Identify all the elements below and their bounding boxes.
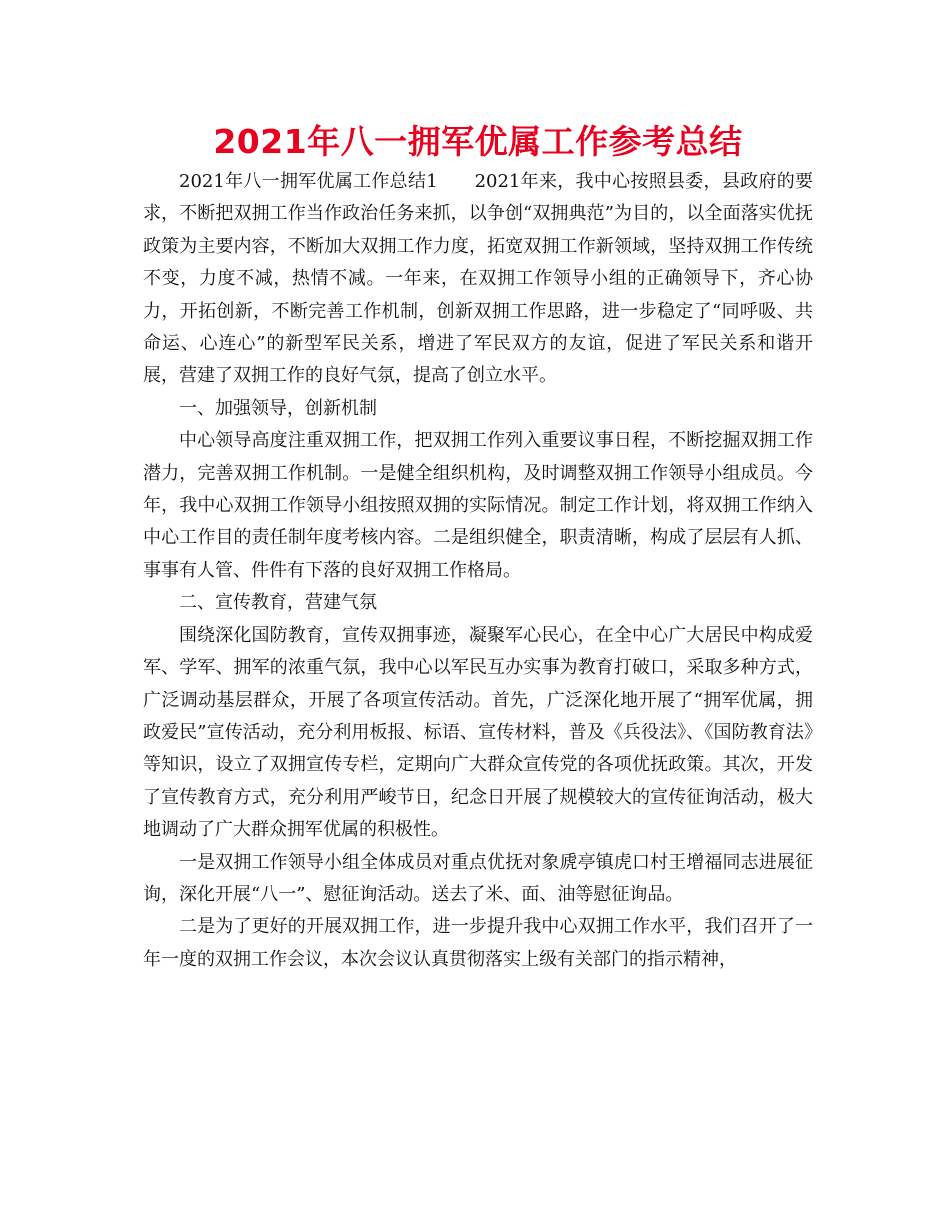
section-heading-2: 二、宣传教育，营建气氛 (179, 592, 377, 614)
section-1-paragraph: 中心领导高度注重双拥工作，把双拥工作列入重要议事日程，不断挖掘双拥工作潜力，完善双拥工作机制。一是健全组织机构，及时调整双拥工作领导小组成员。今年，我中心双拥工作领导小组按照双拥的实际情况。制定工作计划，将双拥工作纳入中心工作目的责任制年度考核内容。二是组织健全，职责清晰，构成了层层有人抓、事事有人管、件件有下落的良好双拥工作格局。 (143, 430, 813, 581)
section-2-item-1: 一是双拥工作领导小组全体成员对重点优抚对象虒亭镇虎口村王增福同志进展征询，深化开展“八一”、慰征询活动。送去了米、面、油等慰征询品。 (143, 851, 813, 905)
intro-paragraph: 2021年八一拥军优属工作总结1 2021年来，我中心按照县委，县政府的要求，不断把双拥工作当作政治任务来抓，以争创“双拥典范”为目的，以全面落实优抚政策为主要内容，不断加大双拥工作力度，拓宽双拥工作新领域，坚持双拥工作传统不变，力度不减，热情不减。一年来，在双拥工作领导小组的正确领导下，齐心协力，开拓创新，不断完善工作机制，创新双拥工作思路，进一步稳定了“同呼吸、共命运、心连心”的新型军民关系，增进了军民双方的友谊，促进了军民关系和谐开展，营建了双拥工作的良好气氛，提高了创立水平。 (143, 171, 813, 387)
document-page (143, 118, 813, 976)
section-heading-1: 一、加强领导，创新机制 (179, 397, 377, 419)
section-2-paragraph: 围绕深化国防教育，宣传双拥事迹，凝聚军心民心，在全中心广大居民中构成爱军、学军、拥军的浓重气氛，我中心以军民互办实事为教育打破口，采取多种方式，广泛调动基层群众，开展了各项宣传活动。首先，广泛深化地开展了“拥军优属，拥政爱民”宣传活动，充分利用板报、标语、宣传材料，普及《兵役法》、《国防教育法》等知识，设立了双拥宣传专栏，定期向广大群众宣传党的各项优抚政策。其次，开发了宣传教育方式，充分利用严峻节日，纪念日开展了规模较大的宣传征询活动，极大地调动了广大群众拥军优属的积极性。 (143, 624, 813, 841)
document-body (143, 166, 813, 976)
document-title: 2021年八一拥军优属工作参考总结 (213, 122, 743, 161)
section-2-item-2: 二是为了更好的开展双拥工作，进一步提升我中心双拥工作水平，我们召开了一年一度的双拥工作会议，本次会议认真贯彻落实上级有关部门的指示精神， (143, 916, 813, 970)
